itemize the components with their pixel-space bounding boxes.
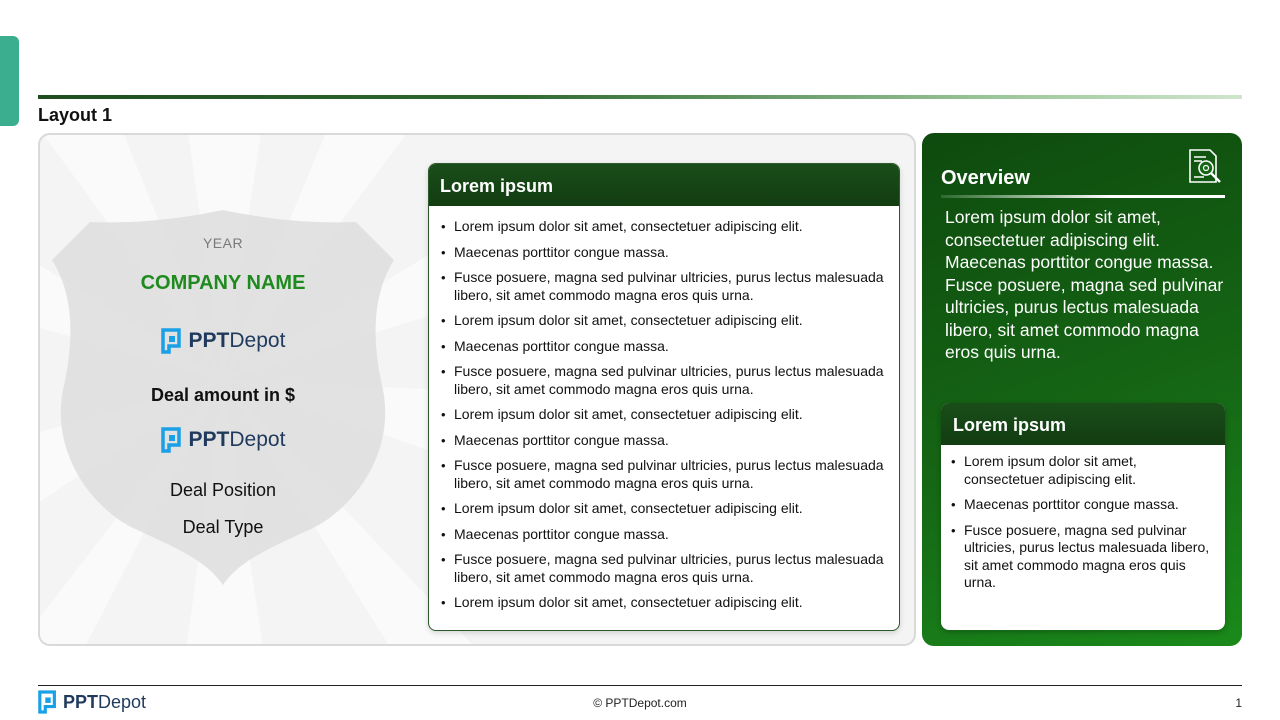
logo-text-regular: Depot [98,691,147,712]
page-title: Layout 1 [38,105,113,125]
pptdepot-logo [50,427,396,453]
list-item: • Maecenas porttitor congue massa. [441,244,887,262]
deal-type: Deal Type [182,517,264,537]
card-title: Lorem ipsum [429,164,899,206]
list-item: • Lorem ipsum dolor sit amet, consectetuer adipiscing elit. [441,500,887,518]
bullet-list [429,206,899,612]
header-gradient-rule [38,95,1242,99]
deal-position: Deal Position [169,480,277,500]
list-item: • Maecenas porttitor congue massa. [441,338,887,356]
page-number: 1 [1235,696,1242,710]
copyright: © PPTDepot.com [593,696,687,710]
list-item: • Fusce posuere, magna sed pulvinar ultricies, purus lectus malesuada libero, sit amet commodo magna eros quis urna. [951,522,1215,592]
footer-rule [38,685,1242,686]
overview-card [941,403,1225,630]
list-item: • Maecenas porttitor congue massa. [441,432,887,450]
list-item: • Fusce posuere, magna sed pulvinar ultricies, purus lectus malesuada libero, sit amet commodo magna eros quis urna. [441,457,887,492]
logo-text-bold: PPT [188,329,230,352]
pptdepot-logo [50,328,396,354]
logo-text-regular: Depot [229,428,286,451]
list-item: • Maecenas porttitor congue massa. [951,496,1215,514]
pptdepot-logo-mark-icon [161,427,183,453]
badge-panel [38,133,916,646]
logo-text-bold: PPT [188,428,230,451]
bullet-list [941,445,1225,592]
overview-title: Overview [941,167,1030,189]
lorem-ipsum-card [428,163,900,631]
list-item: • Fusce posuere, magna sed pulvinar ultricies, purus lectus malesuada libero, sit amet commodo magna eros quis urna. [441,551,887,586]
list-item: • Maecenas porttitor congue massa. [441,526,887,544]
side-accent-tab [0,36,19,126]
deal-amount: Deal amount in $ [150,385,296,405]
overview-panel [922,133,1242,646]
card-title: Lorem ipsum [941,403,1225,445]
list-item: • Lorem ipsum dolor sit amet, consectetuer adipiscing elit. [441,218,887,236]
list-item: • Fusce posuere, magna sed pulvinar ultricies, purus lectus malesuada libero, sit amet commodo magna eros quis urna. [441,269,887,304]
list-item: • Lorem ipsum dolor sit amet, consectetuer adipiscing elit. [441,594,887,612]
pptdepot-logo-mark-icon [161,328,183,354]
list-item: • Lorem ipsum dolor sit amet, consectetuer adipiscing elit. [441,312,887,330]
list-item: • Lorem ipsum dolor sit amet, consectetuer adipiscing elit. [951,453,1215,488]
overview-rule [941,195,1225,198]
overview-text: Lorem ipsum dolor sit amet, consectetuer adipiscing elit. Maecenas porttitor congue massa. Fusce posuere, magna sed pulvinar ultricies, purus lectus malesuada libero, sit amet commodo magna eros quis urna. [945,207,1224,362]
company-name: COMPANY NAME [140,272,306,294]
list-item: • Fusce posuere, magna sed pulvinar ultricies, purus lectus malesuada libero, sit amet commodo magna eros quis urna. [441,363,887,398]
document-search-icon [1186,148,1224,186]
year-label: YEAR [202,235,244,251]
logo-text-bold: PPT [63,691,99,712]
list-item: • Lorem ipsum dolor sit amet, consectetuer adipiscing elit. [441,406,887,424]
logo-text-regular: Depot [229,329,286,352]
